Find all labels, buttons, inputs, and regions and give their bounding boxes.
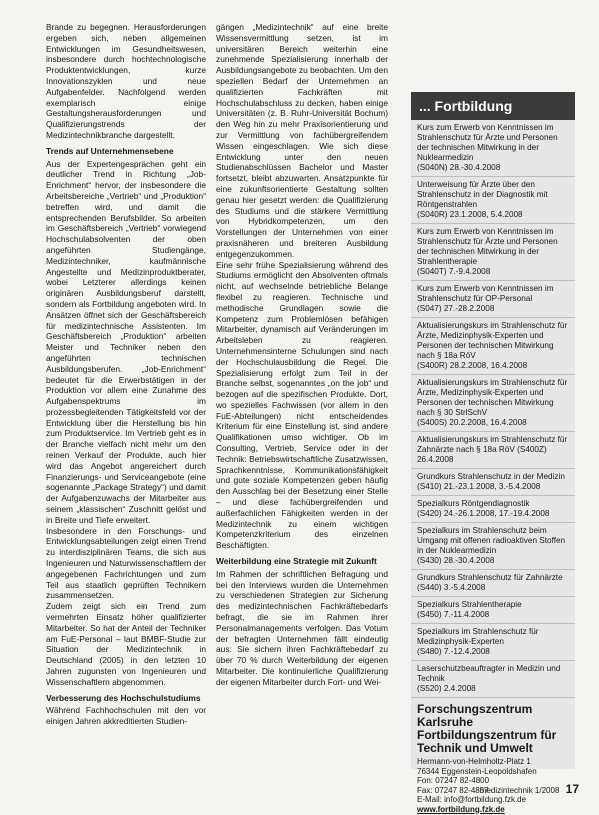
course-item	[411, 281, 575, 318]
course-dates: (S420) 24.-26.1.2008, 17.-19.4.2008	[417, 509, 550, 518]
course-dates: (S040N) 28.-30.4.2008	[417, 163, 501, 172]
course-dates: (S040T) 7.-9.4.2008	[417, 267, 491, 276]
fax: Fax: 07247 82-4857	[417, 785, 489, 795]
course-title: Spezialkurs im Strahlenschutz beim Umgang mit offenen radioaktiven Stoffen in der Nuklearmedizin	[417, 526, 566, 555]
course-item	[411, 624, 575, 661]
course-item	[411, 224, 575, 281]
course-item	[411, 570, 575, 597]
paragraph: Im Rahmen der schriftlichen Befragung und bei den Interviews wurden die Unternehmen zu verschiedenen Strategien zur Sicherung des medizintechnischen Fachkräftebedarfs befragt, die sie im Rahmen ihrer Personalmanagements verfolgen. Das Votum der befragten Unternehmen fällt eindeutig aus: Sie sichern ihren Fachkräftebedarf zu über 70 % durch Weiterbildung der eigenen Mitarbeiter. Die kontinuierliche Qualifizierung der eigenen Mitarbeiter durch Fort- und Wei-	[216, 568, 388, 687]
course-dates: (S520) 2.4.2008	[417, 684, 476, 693]
course-item	[411, 661, 575, 698]
course-title: Spezialkurs Strahlentherapie	[417, 600, 522, 609]
course-dates: 26.4.2008	[417, 455, 454, 464]
journal-name: medizintechnik 1/2008	[479, 786, 560, 795]
course-item	[411, 432, 575, 469]
course-item	[411, 177, 575, 224]
contact-block	[411, 698, 575, 815]
course-title: Unterweisung für Ärzte über den Strahlenschutz in der Diagnostik mit Röntgenstrahlen	[417, 180, 548, 209]
course-dates: (S430) 28.-30.4.2008	[417, 556, 495, 565]
paragraph: Brande zu begegnen. Herausforderungen ergeben sich, neben allgemeinen Entwicklungen im Gesundheitswesen, insbesondere durch hochtechnologische Produktentwicklungen, kurze Innovationszyklen und neue Aufgabenfelder. Nachfolgend werden exemplarisch einige Gestaltungsherausforderungen und Qualifizierungstrends der Medizintechnikbranche dargestellt.	[46, 22, 206, 140]
course-title: Spezialkurs Röntgendiagnostik	[417, 499, 530, 508]
course-title: Grundkurs Strahlenschutz für Zahnärzte	[417, 573, 563, 582]
course-title: Spezialkurs im Strahlenschutz für Medizinphysik-Experten	[417, 627, 539, 646]
organization-subname: Fortbildungszentrum für Technik und Umwelt	[417, 728, 557, 755]
paragraph: Insbesondere in den Forschungs- und Entwicklungsabteilungen zeigt einen Trend zu interdisziplinären Teams, die sich aus Ingenieuren und Naturwissenschaftlern der angegebenen Fachrichtungen und zum Teil aus staatlich geprüften Technikern zusammensetzen.	[46, 525, 206, 601]
course-item	[411, 496, 575, 523]
course-item	[411, 375, 575, 432]
website-link[interactable]: www.fortbildung.fzk.de	[417, 804, 505, 814]
city: 76344 Eggenstein-Leopoldshafen	[417, 766, 537, 776]
phone: Fon: 07247 82-4800	[417, 776, 490, 785]
paragraph: Zudem zeigt sich ein Trend zum vermehrten Einsatz höher qualifizierter Mitarbeiter. So hat der Anteil der Techniker am FuE-Personal – laut BMBF-Studie zur Situation der Medizintechnik in Deutschland (2005) in den letzten 10 Jahren zugunsten von Ingenieuren und Wissenschaftlern abgenommen.	[46, 601, 206, 687]
section-heading: Verbesserung des Hochschulstudiums	[46, 692, 201, 703]
email: E-Mail: info@fortbildung.fzk.de	[417, 795, 527, 804]
course-dates: (S450) 7.-11.4.2008	[417, 610, 490, 619]
course-dates: (S480) 7.-12.4.2008	[417, 647, 490, 656]
course-dates: (S047) 27.-28.2.2008	[417, 304, 495, 313]
paragraph: Während Fachhochschulen mit den vor einigen Jahren akkreditierten Studien-	[46, 705, 206, 727]
course-item	[411, 469, 575, 496]
course-dates: (S040R) 23.1.2008, 5.4.2008	[417, 210, 523, 219]
course-dates: (S400R) 28.2.2008, 16.4.2008	[417, 361, 528, 370]
course-title: Aktualisierungskurs im Strahlenschutz für Ärzte, Medizinphysik-Experten und Personen der technischen Mitwirkung nach § 18a RöV	[417, 321, 568, 360]
organization-name: Forschungszentrum Karlsruhe	[417, 702, 533, 729]
course-title: Kurs zum Erwerb von Kenntnissen im Strahlenschutz für Ärzte und Personen der technischen Mitwirkung in der Strahlentherapie	[417, 227, 558, 266]
page-number: 17	[565, 782, 579, 796]
course-title: Aktualisierungskurs im Strahlenschutz für Ärzte, Medizinphysik-Experten und Personen der technischen Mitwirkung nach § 30 StrlSchV	[417, 378, 568, 417]
page-footer	[480, 782, 579, 796]
course-item	[411, 597, 575, 624]
section-heading: Weiterbildung eine Strategie mit Zukunft	[216, 556, 377, 567]
course-dates: (S400S) 20.2.2008, 16.4.2008	[417, 418, 527, 427]
course-dates: (S410) 21.-23.1.2008, 3.-5.4.2008	[417, 482, 541, 491]
sidebar-title: ... Fortbildung	[411, 92, 575, 120]
course-title: Kurs zum Erwerb von Kenntnissen im Strahlenschutz für OP-Personal	[417, 284, 554, 303]
course-item	[411, 318, 575, 375]
text-column-1	[46, 22, 206, 727]
paragraph: gängen „Medizintechnik“ auf eine breite Wissensvermittlung setzen, ist im universitären Bereich weiterhin eine zunehmende Spezialisierung innerhalb der Ausbildungsangebote zu beobachten. Um den speziellen Bedarf der Unternehmen an qualifizierten Fachkräften mit Hochschulabschluss zu decken, haben einige Universitäten (z. B. Ruhr-Universität Bochum) den Weg hin zu mehr Praxisorientierung und zur Vermittlung von fachübergreifendem Wissen eingeschlagen. Wie sich diese Entwicklung unter den neuen Studienabschlüssen Bachelor und Master fortsetzt, bleibt abzuwarten. Ansatzpunkte für eine zukunftsorientierte Gestaltung sollten genau hier gesetzt werden: die Qualifizierung des Studiums und die stärkere Vermittlung von Hybridkompetenzen, um den Vorstellungen der Unternehmen von einer praxisnäheren und breiteren Ausbildung entgegenzukommen.	[216, 22, 388, 259]
course-title: Grundkurs Strahlenschutz in der Medizin	[417, 472, 565, 481]
course-item	[411, 120, 575, 177]
street: Hermann-von-Helmholtz-Platz 1	[417, 757, 531, 766]
course-list	[411, 120, 575, 698]
paragraph: Eine sehr frühe Spezialisierung während des Studiums ermöglicht den Absolventen oftmals nicht, auf wechselnde betriebliche Belange flexibel zu reagieren. Technische und methodische Grundlagen sowie die Kompetenz zum Problemlösen befähigen Mitarbeiter, dynamisch auf Veränderungen im Arbeitsleben zu reagieren. Unternehmensinterne Schulungen sind nach der Hochschulausbildung die Regel. Die Spezialisierung erfolgt zum Teil in der Branche selbst, sogenanntes „on the job“ und bezogen auf die spezifischen Produkte. Dort, wo spezielles Fachwissen (vor allem in den FuE-Abteilungen) nicht entscheidendes Kriterium für eine Einstellung ist, sind andere Qualifikationen umso wichtiger. Ob im Consulting, Vertrieb, Service oder in der Technik: Betriebswirtschaftliche Zusatzwissen, Sprachkenntnisse, Kommunikationsfähigkeit und gute soziale Kompetenzen geben häufig den Ausschlag bei der Besetzung einer Stelle – und diese fachübergreifenden und außerfachlichen Fähigkeiten werden in der Medizintechnik zu einem wichtigen Kompetenzkriterium des einzelnen Beschäftigten.	[216, 259, 388, 551]
address	[417, 757, 569, 805]
course-title: Kurs zum Erwerb von Kenntnissen im Strahlenschutz für Ärzte und Personen der technischen Mitwirkung in der Nuklearmedizin	[417, 123, 558, 162]
paragraph: Aus der Expertengesprächen geht ein deutlicher Trend in Richtung „Job-Enrichment“ hervor, der insbesondere die Arbeitsbereiche „Vertrieb“ und „Produktion“ betreffen wird, und damit die entsprechenden Berufsbilder. So arbeiten im Geschäftsbereich „Vertrieb“ vorwiegend Hochschulabsolventen der oben angeführten Studiengänge, Medizintechniker, kaufmännische Angestellte und Medizinproduktberater, wobei Letzterer allerdings keinen originären Ausbildungsberuf darstellt, sondern als Fortbildung angeboten wird. In Ansätzen öffnet sich der Geschäftsbereich für medizintechnische Assistenten. Im Geschäftsbereich „Produktion“ arbeiten Meister und Techniker neben den angeführten technischen Ausbildungsberufen. „Job-Enrichment“ bedeutet für die Erwerbstätigen in der Produktion vor allem eine Zunahme des Aufgabenspektrums im prozessbegleitenden Tätigkeitsfeld vor der Entwicklung über die Herstellung bis hin zum Produktservice. Im Vertrieb geht es in der Branche vielfach nicht mehr um den reinen Verkauf der Produkte, auch hier wird das Angebot angereichert durch Finanzierungs- und Serviceangebote (eine sogenannte „Package Strategy“) und damit der Aufgabenzuwachs der Mitarbeiter aus seinem „klassischen“ Zuschnitt gelöst und in Breite und Tiefe erweitert.	[46, 158, 206, 525]
course-title: Laserschutzbeauftragter in Medizin und Technik	[417, 664, 561, 683]
text-column-2	[216, 22, 388, 688]
course-item	[411, 523, 575, 570]
course-title: Aktualisierungskurs im Strahlenschutz für Zahnärzte nach § 18a RöV (S400Z)	[417, 435, 568, 454]
section-heading: Trends auf Unternehmensebene	[46, 145, 174, 156]
course-dates: (S440) 3.-5.4.2008	[417, 583, 486, 592]
